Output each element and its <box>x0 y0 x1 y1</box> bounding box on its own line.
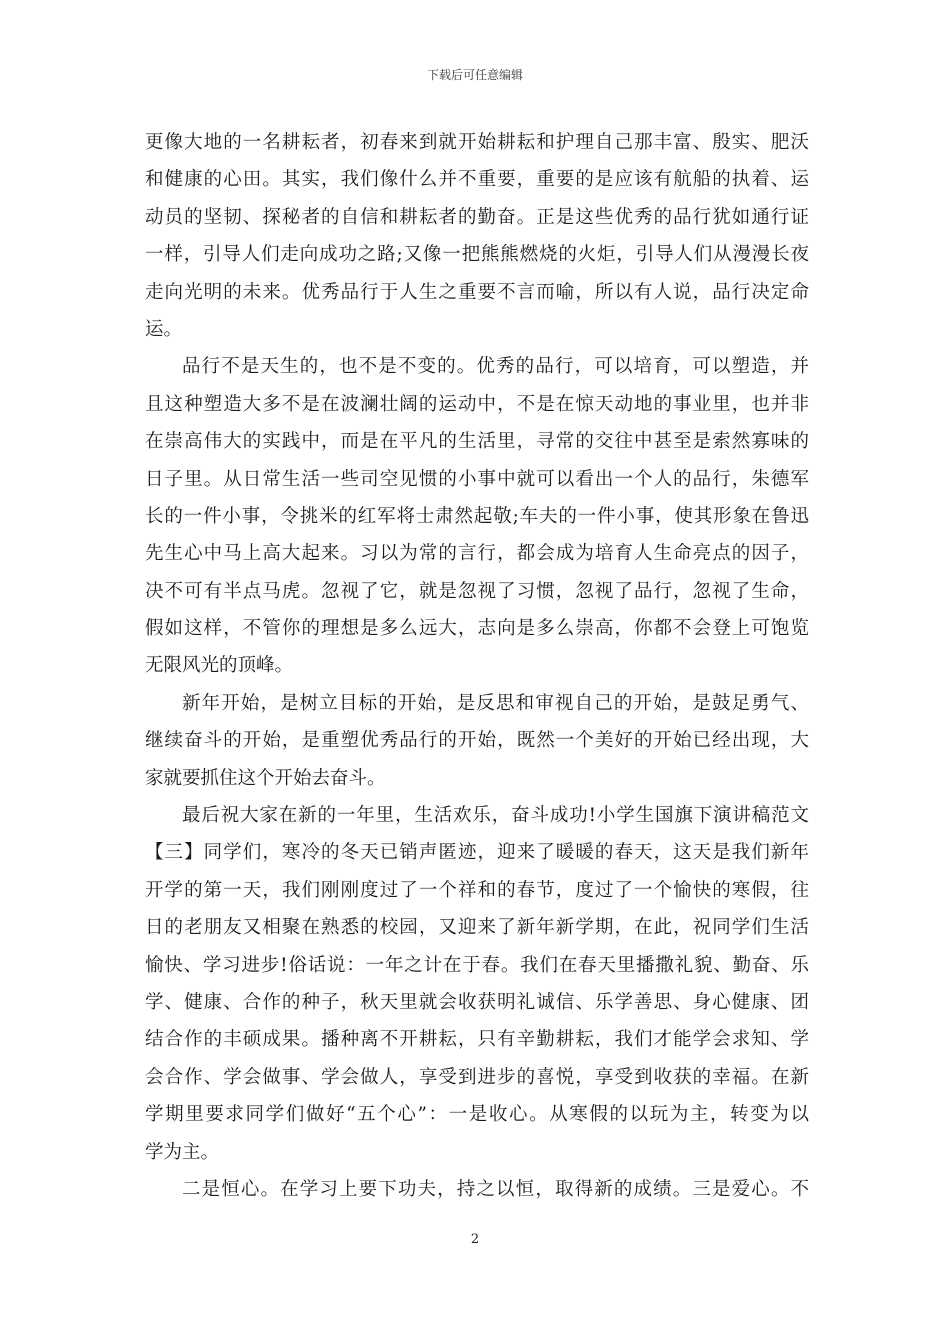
text-line: 和健康的心田。其实，我们像什么并不重要，重要的是应该有航船的执着、运 <box>145 169 809 191</box>
text-line: 先生心中马上高大起来。习以为常的言行，都会成为培育人生命亮点的因子， <box>145 543 809 565</box>
text-line: 长的一件小事，令挑米的红军将士肃然起敬;车夫的一件小事，使其形象在鲁迅 <box>145 505 809 527</box>
text-line: 愉快、学习进步!俗话说：一年之计在于春。我们在春天里播撒礼貌、勤奋、乐 <box>145 954 809 976</box>
text-line: 动员的坚韧、探秘者的自信和耕耘者的勤奋。正是这些优秀的品行犹如通行证 <box>145 206 809 228</box>
text-line: 【三】同学们，寒冷的冬天已销声匿迹，迎来了暖暖的春天，这天是我们新年 <box>145 842 809 864</box>
text-line: 结合作的丰硕成果。播种离不开耕耘，只有辛勤耕耘，我们才能学会求知、学 <box>145 1029 809 1051</box>
text-line: 品行不是天生的，也不是不变的。优秀的品行，可以培育，可以塑造，并 <box>182 356 809 378</box>
text-line: 学、健康、合作的种子，秋天里就会收获明礼诚信、乐学善思、身心健康、团 <box>145 991 809 1013</box>
text-line: 新年开始，是树立目标的开始，是反思和审视自己的开始，是鼓足勇气、 <box>182 692 809 714</box>
text-line: 决不可有半点马虎。忽视了它，就是忽视了习惯，忽视了品行，忽视了生命， <box>145 580 809 602</box>
text-line: 更像大地的一名耕耘者，初春来到就开始耕耘和护理自己那丰富、殷实、肥沃 <box>145 132 809 153</box>
page-number: 2 <box>470 1232 480 1247</box>
text-line: 日的老朋友又相聚在熟悉的校园，又迎来了新年新学期，在此，祝同学们生活 <box>145 917 809 939</box>
text-line: 二是恒心。在学习上要下功夫，持之以恒，取得新的成绩。三是爱心。不 <box>182 1178 809 1200</box>
text-line: 会合作、学会做事、学会做人，享受到进步的喜悦，享受到收获的幸福。在新 <box>145 1066 809 1088</box>
text-line: 无限风光的顶峰。 <box>145 655 294 677</box>
text-line: 家就要抓住这个开始去奋斗。 <box>145 767 386 789</box>
text-line: 开学的第一天，我们刚刚度过了一个祥和的春节，度过了一个愉快的寒假，往 <box>145 879 809 901</box>
text-line: 最后祝大家在新的一年里，生活欢乐，奋斗成功!小学生国旗下演讲稿范文 <box>182 805 809 827</box>
text-line: 假如这样，不管你的理想是多么远大，志向是多么崇高，你都不会登上可饱览 <box>145 618 809 640</box>
text-line: 一样，引导人们走向成功之路;又像一把熊熊燃烧的火炬，引导人们从漫漫长夜 <box>145 244 809 266</box>
text-line: 学期里要求同学们做好“五个心”：一是收心。从寒假的以玩为主，转变为以 <box>145 1104 809 1126</box>
text-line: 且这种塑造大多不是在波澜壮阔的运动中，不是在惊天动地的事业里，也并非 <box>145 393 809 415</box>
document-body <box>145 124 809 1208</box>
page-header: 下载后可任意编辑 <box>426 68 523 82</box>
text-line: 运。 <box>145 318 183 340</box>
text-line: 日子里。从日常生活一些司空见惯的小事中就可以看出一个人的品行，朱德军 <box>145 468 809 490</box>
text-line: 在崇高伟大的实践中，而是在平凡的生活里，寻常的交往中甚至是索然寡味的 <box>145 431 809 453</box>
text-line: 走向光明的未来。优秀品行于人生之重要不言而喻，所以有人说，品行决定命 <box>145 281 809 303</box>
text-line: 继续奋斗的开始，是重塑优秀品行的开始，既然一个美好的开始已经出现，大 <box>145 730 809 752</box>
text-line: 学为主。 <box>145 1141 220 1163</box>
